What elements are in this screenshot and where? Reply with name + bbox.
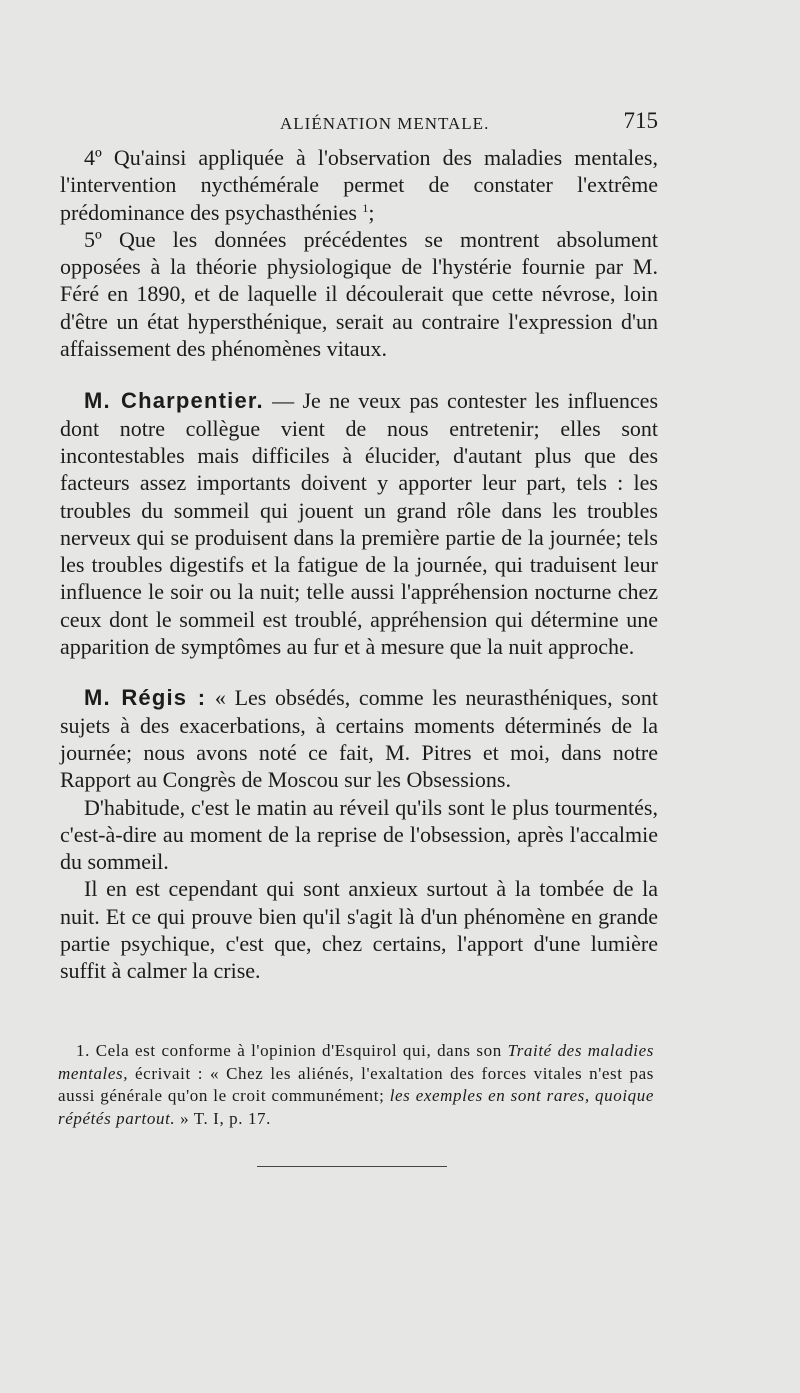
paragraph-charpentier: [60, 387, 658, 660]
footnote-text: écrivait : « Chez les aliénés, l'exaltation des forces vitales n'est pas aussi générale qu'on le croit communément;: [58, 1063, 654, 1105]
book-title: Traité des maladies mentales,: [58, 1041, 654, 1083]
footnote-text: » T. I, p. 17.: [175, 1108, 271, 1128]
footnotes: [58, 1040, 654, 1130]
paragraph-regis: [60, 684, 658, 793]
running-head: [60, 108, 658, 138]
item4-end: ;: [368, 199, 375, 225]
page-number: 715: [623, 108, 658, 133]
paragraph-item-4: [60, 144, 658, 226]
running-title: ALIÉNATION MENTALE.: [280, 114, 490, 133]
speaker-name: M. Charpentier.: [84, 388, 264, 414]
paragraph-anxieux: Il en est cependant qui sont anxieux surtout à la tombée de la nuit. Et ce qui prouve bien qu'il s'agit là d'un phénomène en grande partie psychique, c'est que, chez certains, l'apport d'une lumière suffit à calmer la crise.: [60, 876, 658, 984]
footnote-ref: 1: [362, 200, 369, 215]
footer-rule: [257, 1166, 447, 1167]
footnote: [58, 1040, 654, 1130]
item4-text: 4º Qu'ainsi appliquée à l'observation des maladies mentales, l'intervention nycthémérale permet de constater l'extrême prédominance des psychasthénies: [60, 145, 658, 225]
paragraph-item-5: 5º Que les données précédentes se montrent absolument opposées à la théorie physiologique de l'hystérie fournie par M. Féré en 1890, et de laquelle il découlerait que cette névrose, loin d'être un état hypersthénique, serait au contraire l'expression d'un affaissement des phénomènes vitaux.: [60, 226, 658, 362]
footnote-quote: les exemples en sont rares, quoique répétés partout.: [58, 1086, 654, 1128]
speech-text: « Les obsédés, comme les neurasthéniques, sont sujets à des exacerbations, à certains moments déterminés de la journée; nous avons noté ce fait, M. Pitres et moi, dans notre Rapport au Congrès de Moscou sur les Obsessions.: [60, 685, 658, 793]
speaker-name: M. Régis :: [84, 685, 207, 711]
paragraph-habitude: D'habitude, c'est le matin au réveil qu'ils sont le plus tourmentés, c'est-à-dire au moment de la reprise de l'obsession, après l'accalmie du sommeil.: [60, 794, 658, 875]
body-text: [60, 144, 658, 985]
footnote-text: Cela est conforme à l'opinion d'Esquirol qui, dans son: [89, 1041, 508, 1060]
footnote-number: 1.: [76, 1041, 90, 1060]
speech-text: — Je ne veux pas contester les influences dont notre collègue vient de nous entretenir; elles sont incontestables mais difficiles à élucider, d'autant plus que des facteurs assez importants doivent y apporter leur part, tels : les troubles du sommeil qui jouent un grand rôle dans les troubles nerveux qui se produisent dans la première partie de la journée; tels les troubles digestifs et la fatigue de la journée, qui traduisent leur influence le soir ou la nuit; telle aussi l'appréhension nocturne chez ceux dont le sommeil est troublé, appréhension qui détermine une apparition de symptômes au fur et à mesure que la nuit approche.: [60, 388, 659, 660]
